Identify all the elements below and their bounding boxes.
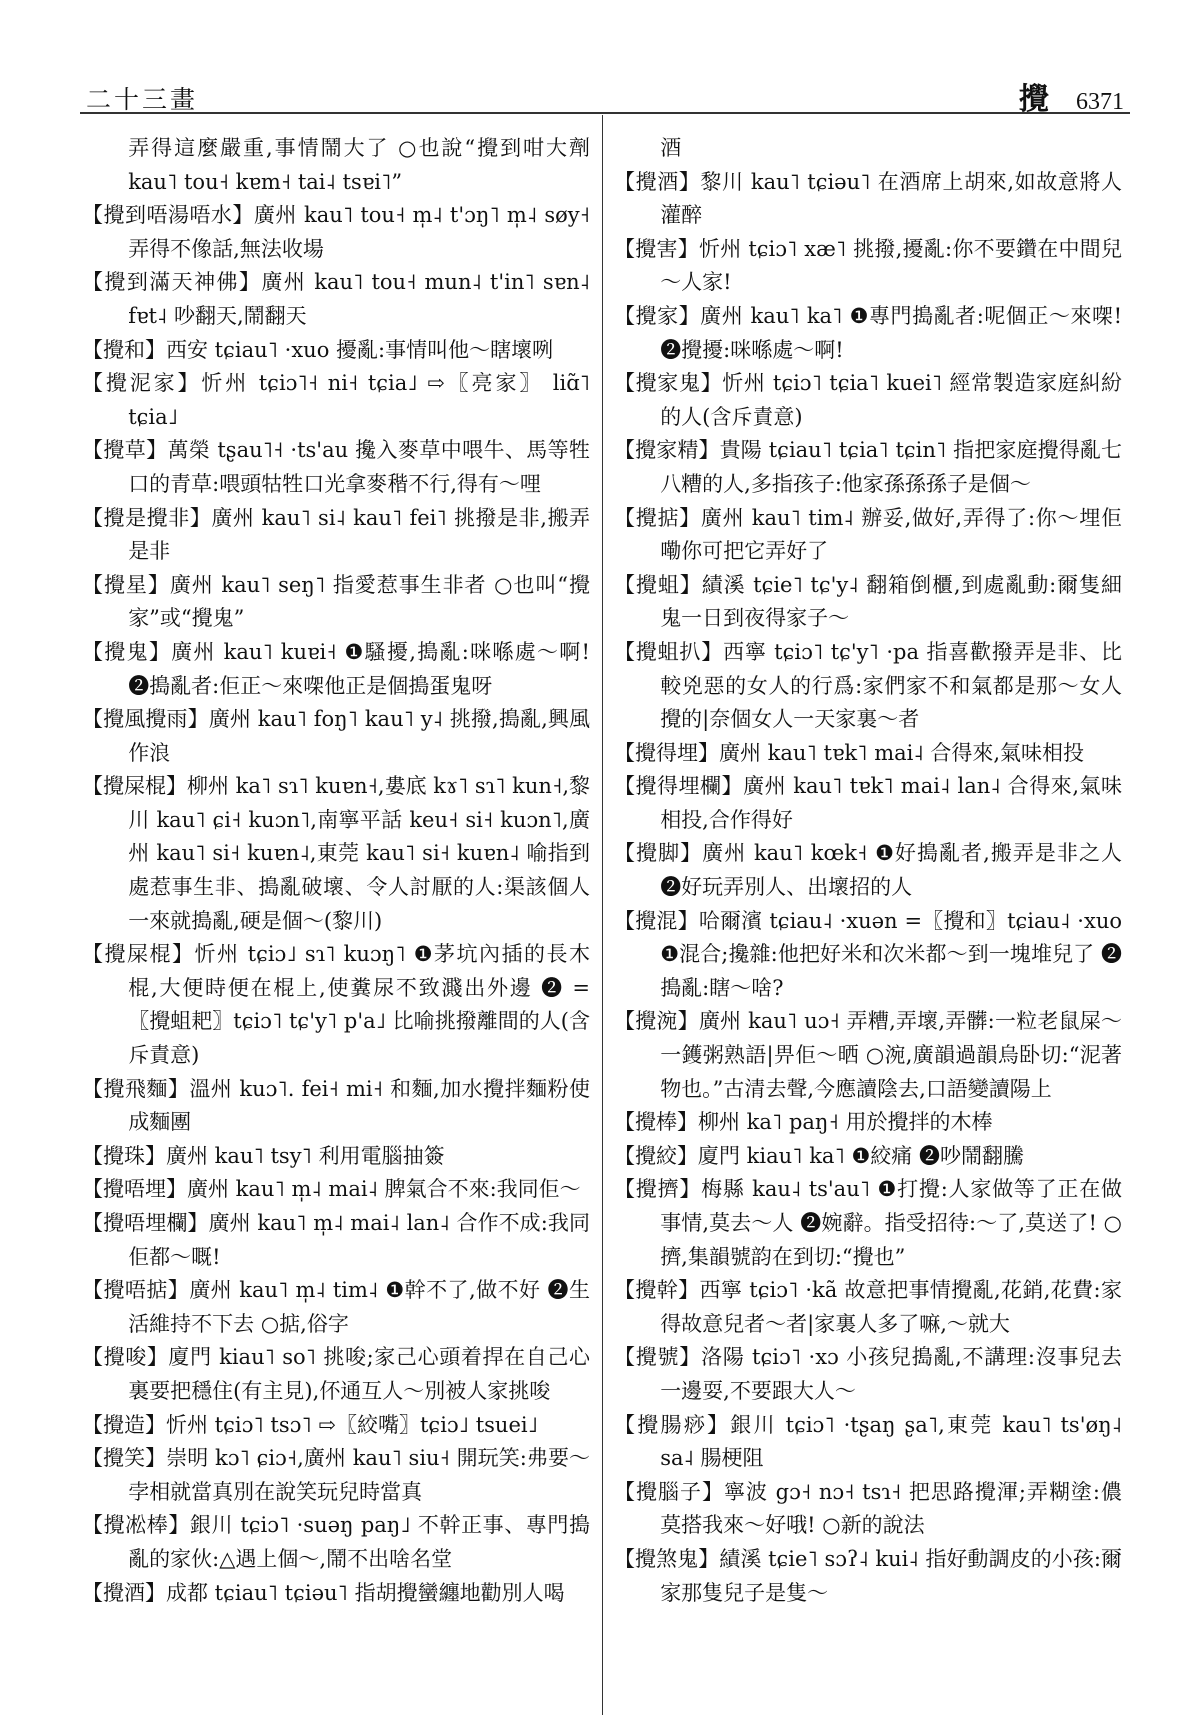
entry-text: 廈門 kiau˥ ka˥ ❶絞痛 ❷吵鬧翻騰 — [698, 1143, 1024, 1168]
entry-headword: 【攪蛆扒】 — [614, 639, 724, 664]
entry-text: 廣州 kau˥ kuɐi˧ ❶騷擾,搗亂:咪喺處～啊! ❷搗亂者:佢正～來㗎他正是個搗蛋鬼呀 — [128, 639, 590, 698]
entry-text: 廣州 kau˥ tim˨ 辦妥,做好,弄得了:你～埋佢嘞你可把它弄好了 — [660, 505, 1122, 564]
left-column — [82, 132, 590, 1610]
entry-text: 西安 tɕiau˥ ·xuo 擾亂:事情叫他～瞎壞咧 — [166, 337, 554, 362]
dictionary-entry — [82, 1509, 590, 1576]
dictionary-entry — [614, 737, 1122, 771]
entry-headword: 【攪得埋】 — [614, 740, 719, 765]
dictionary-entry — [82, 770, 590, 938]
entry-text: 廈門 kiau˥ so˥ 挑唆;家己心頭着捍在自己心裏要把穩住(有主見),伓通互人～別被人家挑唆 — [128, 1345, 590, 1403]
right-column — [614, 132, 1122, 1610]
entry-text: 廣州 kau˥ kœk˧ ❶好搗亂者,搬弄是非之人 ❷好玩弄別人、出壞招的人 — [660, 841, 1122, 900]
dictionary-entry — [82, 1577, 590, 1611]
entry-text: 廣州 kau˥ seŋ˥ 指愛惹事生非者 ○也叫“攪家”或“攪鬼” — [128, 572, 590, 631]
entry-text: 績溪 tɕie˥ sɔʔ˨ kui˨ 指好動調皮的小孩:爾家那隻兒子是隻～ — [660, 1546, 1123, 1605]
dictionary-entry — [82, 266, 590, 333]
entry-text: 廣州 kau˥ tɐk˥ mai˨ 合得來,氣味相投 — [719, 740, 1085, 765]
entry-headword: 【攪混】 — [614, 908, 699, 933]
dictionary-entry — [82, 1341, 590, 1408]
entry-text: 梅縣 kau˨ ts'au˥ ❶打攪:人家做等了正在做事情,莫去～人 ❷婉辭。指受招待:～了,莫送了! ○擠,集韻號韵在到切:“攪也” — [660, 1177, 1122, 1269]
entry-headword: 【攪家精】 — [614, 438, 720, 463]
dictionary-entry — [614, 770, 1122, 837]
dictionary-entry — [614, 636, 1122, 737]
entry-text: 忻州 tɕiɔ˥ tsɔ˥ ⇨〖絞嘴〗tɕiɔ˩ tsuei˩ — [166, 1412, 538, 1437]
entry-headword: 【攪是攪非】 — [82, 505, 212, 530]
dictionary-entry — [614, 569, 1122, 636]
dictionary-entry — [614, 905, 1122, 1006]
entry-headword: 【攪風攪雨】 — [82, 707, 209, 732]
dictionary-entry — [614, 1274, 1122, 1341]
entry-text: 廣州 kau˥ uɔ˧ 弄糟,弄壞,弄髒:一粒老鼠屎～一鑊粥熟語|畀佢～晒 ○涴,廣韻過韻烏卧切:“泥著物也。”古清去聲,今應讀陰去,口語變讀陽上 — [660, 1009, 1122, 1101]
entry-headword: 【攪擠】 — [614, 1177, 702, 1202]
entry-text: 廣州 kau˥ tɐk˥ mai˨ lan˨ 合得來,氣味相投,合作得好 — [660, 774, 1123, 832]
entry-text: 廣州 kau˥ m̩˨ mai˨ lan˨ 合作不成:我同佢都～嘅! — [128, 1211, 590, 1269]
entry-headword: 【攪棒】 — [614, 1110, 698, 1135]
dictionary-entry — [614, 1173, 1122, 1274]
entry-text: 成都 tɕiau˥ tɕiəu˥ 指胡攪蠻纏地勸別人喝 — [166, 1580, 565, 1605]
entry-text: 忻州 tɕiɔ˥ tɕia˥ kuei˥ 經常製造家庭糾紛的人(含斥責意) — [660, 371, 1123, 429]
dictionary-entry — [614, 1409, 1122, 1476]
entry-headword: 【攪飛麵】 — [82, 1076, 190, 1101]
entry-text: 廣州 kau˥ foŋ˥ kau˥ y˨ 挑撥,搗亂,興風作浪 — [128, 707, 590, 765]
entry-headword: 【攪家】 — [614, 303, 701, 328]
entry-text: 廣州 kau˥ m̩˨ mai˨ 脾氣合不來:我同佢～ — [187, 1177, 581, 1202]
entry-headword: 【攪涴】 — [614, 1009, 699, 1034]
entry-headword: 【攪笑】 — [82, 1446, 167, 1471]
entry-headword: 【攪脚】 — [614, 841, 703, 866]
dictionary-entry — [614, 233, 1122, 300]
entry-headword: 【攪酒】 — [614, 169, 701, 194]
entry-headword: 【攪泥家】 — [82, 371, 202, 396]
entry-headword: 【攪家鬼】 — [614, 371, 723, 396]
dictionary-entry — [82, 367, 590, 434]
entry-headword: 【攪珠】 — [82, 1143, 166, 1168]
entry-text: 忻州 tɕiɔ˥˧ ni˧ tɕia˩ ⇨〖亮家〗 liɑ̃˥ tɕia˩ — [128, 371, 590, 429]
entry-headword: 【攪屎棍】 — [82, 774, 187, 799]
entry-headword: 【攪凇棒】 — [82, 1513, 190, 1538]
column-divider — [602, 115, 603, 1715]
dictionary-entry — [614, 1106, 1122, 1140]
entry-text: 柳州 ka˥ paŋ˧ 用於攪拌的木棒 — [698, 1110, 993, 1135]
entry-text: 寧波 gɔ˧ nɔ˧ tsɿ˧ 把思路攪渾;弄糊塗:儂莫搭我來～好哦! ○新的說法 — [660, 1479, 1122, 1538]
entry-headword: 【攪星】 — [82, 572, 170, 597]
entry-text: 洛陽 tɕiɔ˥ ·xɔ 小孩兒搗亂,不講理:沒事兒去一邊耍,不要跟大人～ — [660, 1345, 1122, 1403]
dictionary-entry — [614, 837, 1122, 904]
entry-headword: 【攪害】 — [614, 236, 699, 261]
entry-text: 廣州 kau˥ tou˧ m̩˨ t'ɔŋ˥ m̩˨ søy˧ 弄得不像話,無法收場 — [128, 203, 590, 261]
dictionary-entry — [82, 334, 590, 368]
running-headword: 攪 — [1018, 82, 1049, 117]
entry-headword: 【攪得埋欄】 — [614, 774, 744, 799]
dictionary-entry — [82, 434, 590, 501]
page-number: 6371 — [1076, 89, 1124, 115]
entry-text: 廣州 kau˥ tsy˥ 利用電腦抽簽 — [166, 1143, 445, 1168]
dictionary-entry — [614, 1341, 1122, 1408]
dictionary-entry — [614, 1005, 1122, 1106]
entry-headword: 【攪腸痧】 — [614, 1412, 731, 1437]
entry-text: 廣州 kau˥ ka˥ ❶專門搗亂者:呢個正～來㗎! ❷攪擾:咪喺處～啊! — [660, 303, 1123, 362]
entry-headword: 【攪和】 — [82, 337, 166, 362]
entry-headword: 【攪鬼】 — [82, 639, 172, 664]
dictionary-entry — [82, 569, 590, 636]
dictionary-entry — [614, 1543, 1122, 1610]
entry-text: 崇明 kɔ˥ ɕiɔ˧,廣州 kau˥ siu˧ 開玩笑:弗要～孛相就當真別在說笑玩兒時當真 — [128, 1446, 590, 1504]
entry-headword: 【攪唔掂】 — [82, 1278, 190, 1303]
entry-headword: 【攪造】 — [82, 1412, 166, 1437]
entry-headword: 【攪幹】 — [614, 1278, 700, 1303]
entry-headword: 【攪號】 — [614, 1345, 702, 1370]
entry-headword: 【攪到滿天神佛】 — [82, 270, 262, 295]
entry-headword: 【攪蛆】 — [614, 572, 702, 597]
dictionary-entry — [82, 1073, 590, 1140]
entry-text: 溫州 kuɔ˥. fei˧ mi˧ 和麵,加水攪拌麵粉使成麵團 — [128, 1076, 590, 1135]
dictionary-entry — [614, 300, 1122, 367]
dictionary-entry — [82, 1173, 590, 1207]
dictionary-entry — [614, 166, 1122, 233]
entry-text: 銀川 tɕiɔ˥ ·tʂaŋ ʂa˥,東莞 kau˥ ts'øŋ˨ sa˨ 腸梗阻 — [660, 1412, 1122, 1471]
entry-text: 弄得這麼嚴重,事情鬧大了 ○也說“攪到咁大劑 kau˥ tou˧ kɐm˧ tai˨ tsɐi˥” — [128, 136, 590, 194]
dictionary-entry — [82, 1207, 590, 1274]
entry-text: 廣州 kau˥ m̩˨ tim˨ ❶幹不了,做不好 ❷生活維持不下去 ○掂,俗字 — [128, 1278, 590, 1336]
entry-text: 酒 — [660, 136, 682, 160]
dictionary-entry — [82, 636, 590, 703]
dictionary-entry — [614, 1140, 1122, 1174]
entry-text: 西寧 tɕiɔ˥ tɕ'y˥ ·pa 指喜歡撥弄是非、比較兇惡的女人的行爲:家們家不和氣都是那～女人攪的|奈個女人一天家裏～者 — [660, 639, 1122, 732]
dictionary-entry — [82, 1442, 590, 1509]
dictionary-entry — [614, 367, 1122, 434]
entry-headword: 【攪酒】 — [82, 1580, 166, 1605]
entry-headword: 【攪唆】 — [82, 1345, 169, 1370]
entry-headword: 【攪掂】 — [614, 505, 701, 530]
dictionary-entry — [82, 502, 590, 569]
entry-headword: 【攪唔埋】 — [82, 1177, 187, 1202]
page-header — [80, 62, 1130, 117]
entry-text: 黎川 kau˥ tɕiəu˥ 在酒席上胡來,如故意將人灌醉 — [660, 169, 1122, 228]
dictionary-entry — [614, 1476, 1122, 1543]
dictionary-entry — [614, 132, 1122, 166]
entry-headword: 【攪屎棍】 — [82, 942, 195, 967]
dictionary-entry — [82, 1409, 590, 1443]
dictionary-entry — [82, 132, 590, 199]
entry-text: 柳州 ka˥ sɿ˥ kuɐn˧,婁底 kɤ˥ sɿ˥ kun˧,黎川 kau˥ ɕi˧ kuɔn˥,南寧平話 keu˧ si˧ kuɔn˥,廣州 kau˥ si˧ kuɐn˨,東莞 kau˥ si˧ kuɐn˨ 喻指到處惹事生非、搗亂破壞、令人討厭的人:渠該個人一來就搗亂,硬是個～(黎川) — [128, 774, 590, 933]
dictionary-entry — [82, 703, 590, 770]
entry-text: 廣州 kau˥ si˨ kau˥ fei˥ 挑撥是非,搬弄是非 — [128, 505, 590, 564]
entry-headword: 【攪唔埋欄】 — [82, 1211, 209, 1235]
section-label: 二十三畫 — [86, 85, 199, 114]
entry-text: 績溪 tɕie˥ tɕ'y˨ 翻箱倒櫃,到處亂動:爾隻細鬼一日到夜得家子～ — [660, 572, 1123, 631]
entry-text: 貴陽 tɕiau˥ tɕia˥ tɕin˥ 指把家庭攪得亂七八糟的人,多指孩子:他家孫孫孫子是個～ — [660, 438, 1123, 496]
entry-text: 忻州 tɕiɔ˥ xæ˥ 挑撥,擾亂:你不要鑽在中間兒～人家! — [660, 236, 1123, 295]
entry-headword: 【攪煞鬼】 — [614, 1546, 720, 1571]
entry-headword: 【攪到唔湯唔水】 — [82, 203, 254, 228]
entry-text: 萬榮 tʂau˥˧ ·ts'au 攙入麥草中喂牛、馬等牲口的青草:喂頭牯牲口光拿麥稭不行,得有～哩 — [128, 438, 591, 496]
entry-text: 銀川 tɕiɔ˥ ·suəŋ paŋ˩ 不幹正事、專門搗亂的家伙:△遇上個～,鬧不出啥名堂 — [128, 1513, 591, 1571]
dictionary-entry — [614, 434, 1122, 501]
running-head — [1019, 74, 1124, 118]
dictionary-entry — [82, 199, 590, 266]
dictionary-entry — [614, 502, 1122, 569]
entry-text: 廣州 kau˥ tou˧ mun˨ t'in˥ sɐn˨ fɐt˨ 吵翻天,鬧翻天 — [128, 270, 591, 328]
entry-text: 忻州 tɕiɔ˩ sɿ˥ kuɔŋ˥ ❶茅坑內插的長木棍,大便時便在棍上,使糞尿不致濺出外邊 ❷ =〖攪蛆耙〗tɕiɔ˥ tɕ'y˥ p'a˩ 比喻挑撥離間的人(含斥責意) — [128, 942, 591, 1068]
entry-headword: 【攪絞】 — [614, 1143, 698, 1168]
entry-text: 哈爾濱 tɕiau˨ ·xuən =〖攪和〗tɕiau˨ ·xuo ❶混合;攙雜:他把好米和次米都～到一塊堆兒了 ❷搗亂:瞎～啥? — [660, 908, 1122, 1000]
entry-text: 西寧 tɕiɔ˥ ·kã 故意把事情攪亂,花銷,花費:家得故意兒者～者|家裏人多了嘛,～就大 — [660, 1278, 1123, 1336]
entry-headword: 【攪腦子】 — [614, 1479, 724, 1504]
entry-headword: 【攪草】 — [82, 438, 168, 463]
dictionary-entry — [82, 1140, 590, 1174]
dictionary-entry — [82, 938, 590, 1072]
dictionary-entry — [82, 1274, 590, 1341]
